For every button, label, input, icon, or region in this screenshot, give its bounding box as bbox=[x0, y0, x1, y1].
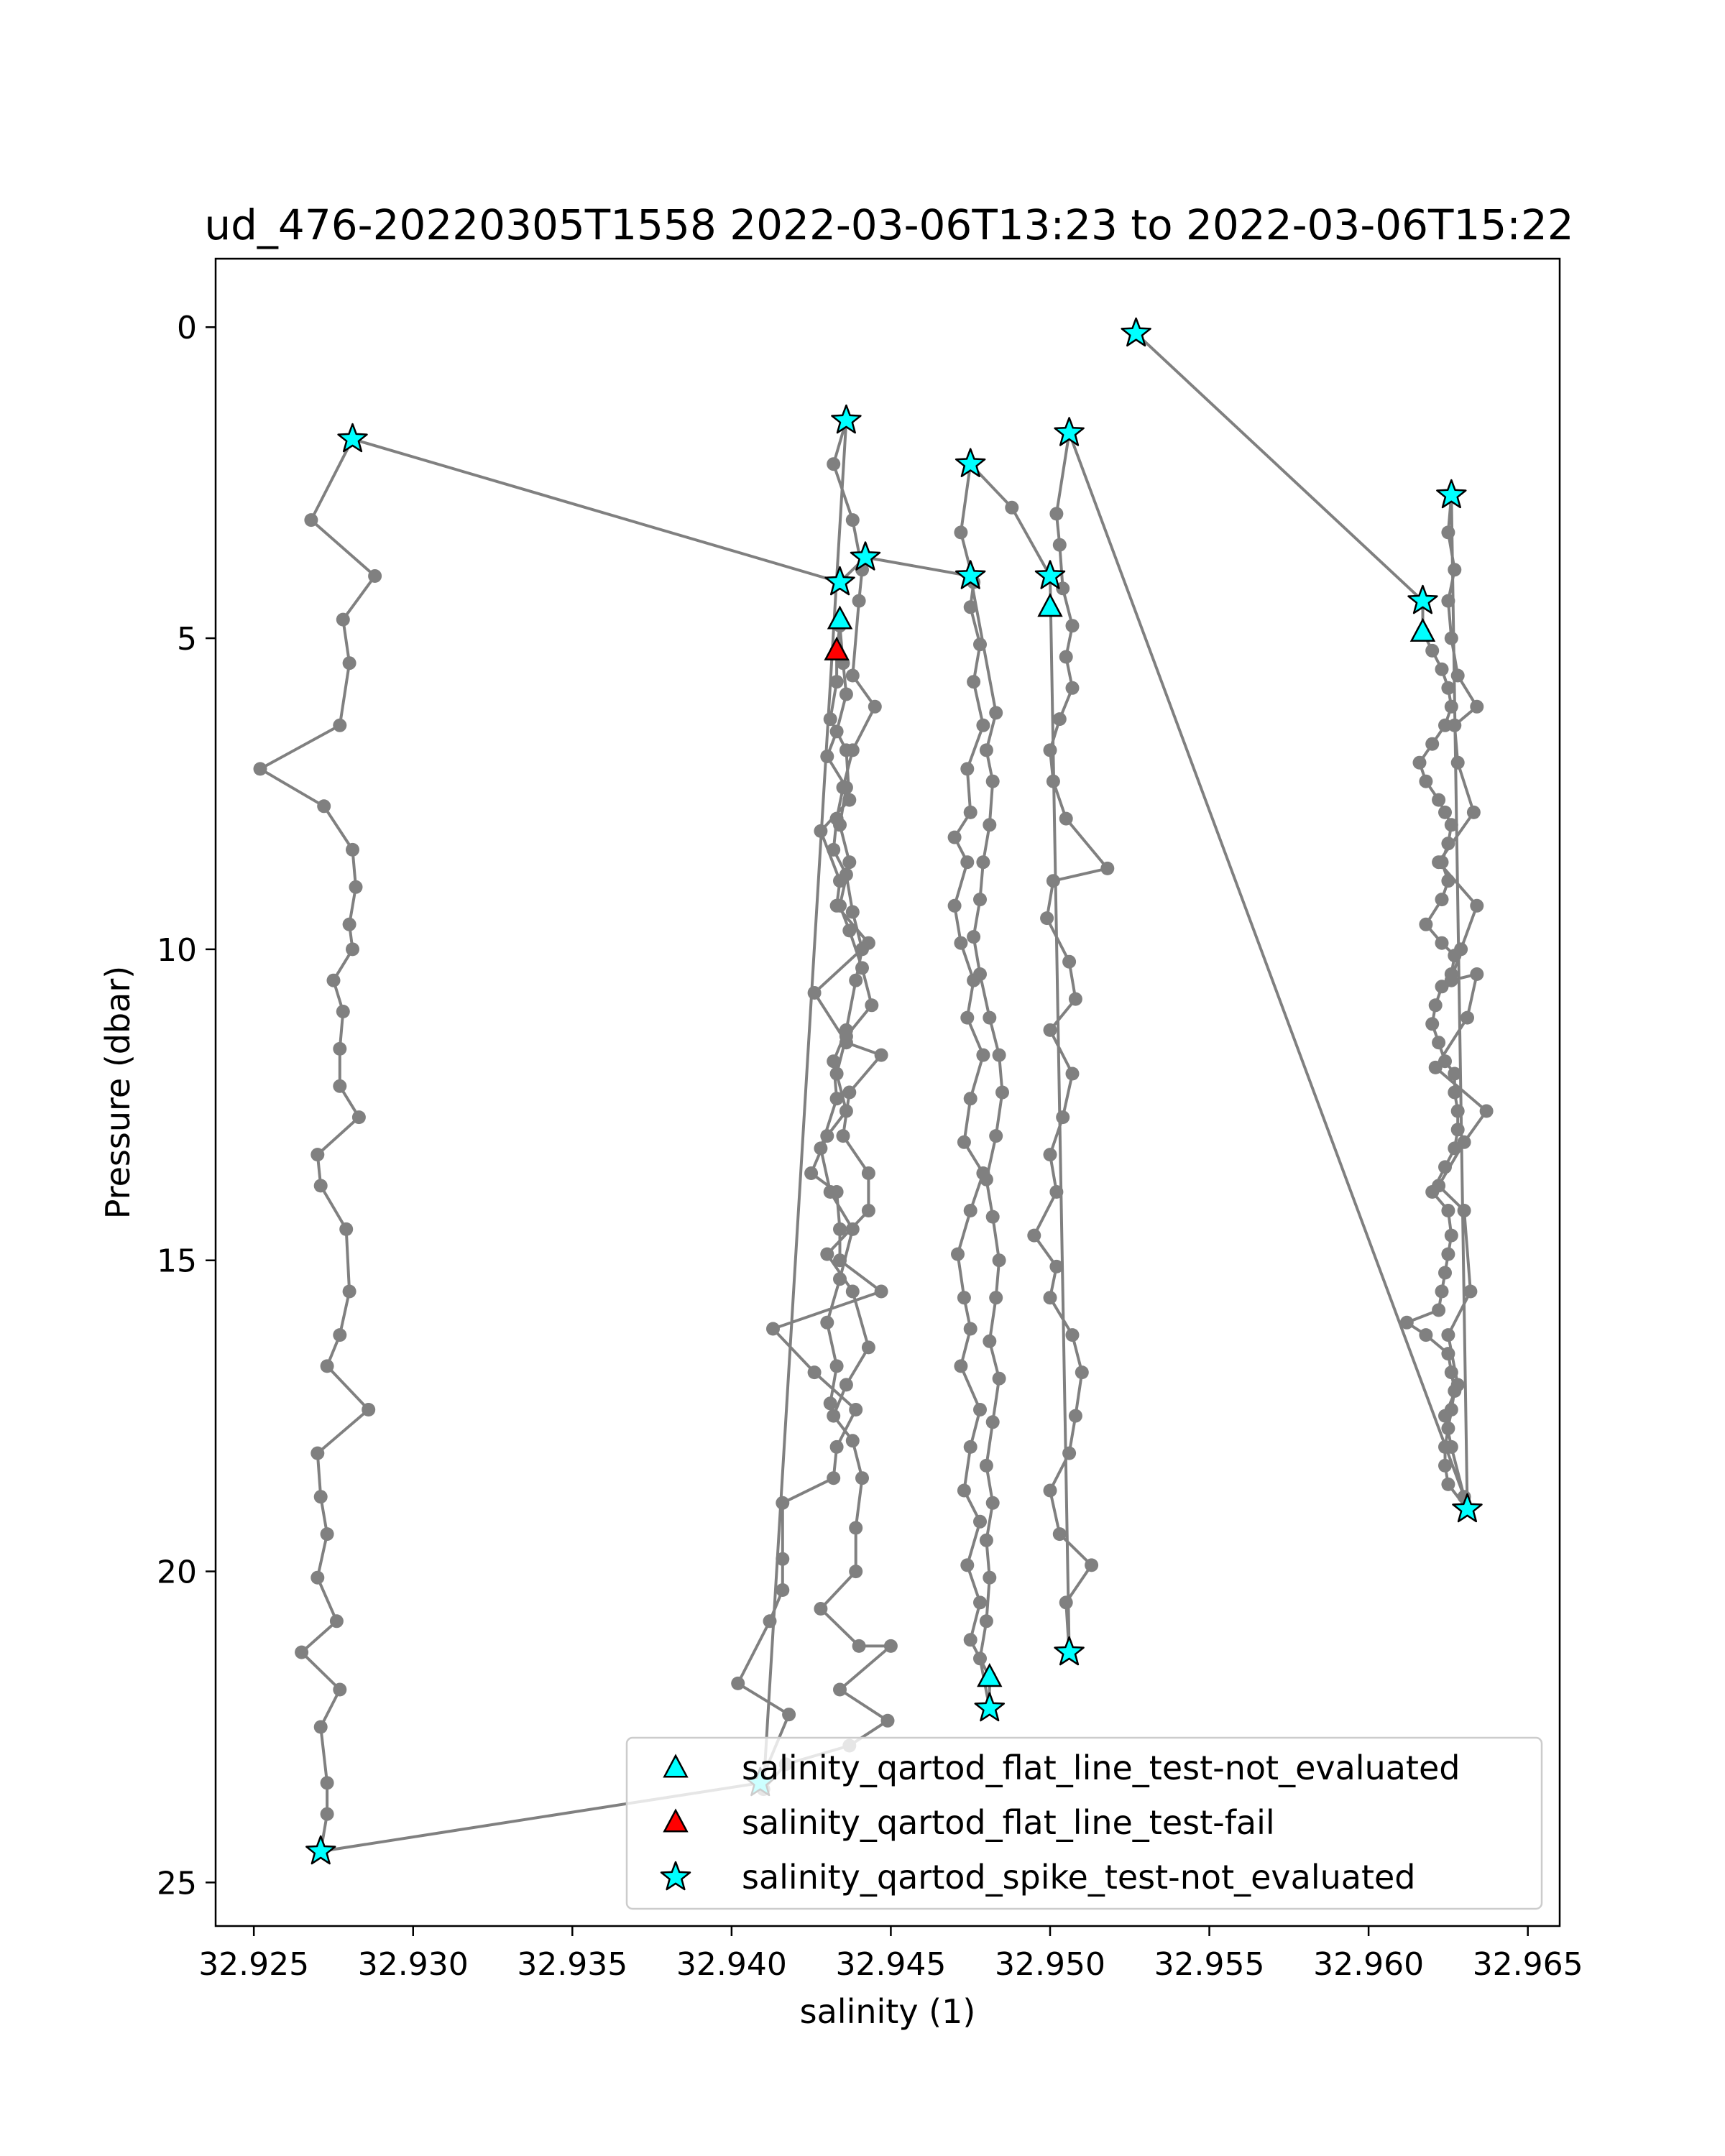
profile-point bbox=[840, 1023, 853, 1037]
profile-point bbox=[849, 1521, 862, 1535]
profile-point bbox=[964, 1322, 978, 1336]
profile-point bbox=[827, 1409, 840, 1423]
profile-point bbox=[948, 831, 962, 844]
profile-point bbox=[1044, 1291, 1057, 1304]
profile-point bbox=[1441, 1328, 1455, 1342]
profile-point bbox=[1438, 1266, 1452, 1280]
profile-point bbox=[1454, 942, 1468, 956]
profile-point bbox=[321, 1776, 334, 1789]
profile-point bbox=[989, 706, 1003, 719]
profile-point bbox=[973, 1595, 987, 1609]
profile-point bbox=[1044, 1484, 1057, 1498]
y-tick-label: 25 bbox=[157, 1865, 197, 1902]
profile-point bbox=[336, 613, 350, 627]
profile-point bbox=[989, 1291, 1003, 1304]
profile-point bbox=[346, 843, 359, 857]
profile-point bbox=[1441, 874, 1455, 888]
profile-point bbox=[833, 1683, 847, 1697]
profile-point bbox=[1448, 563, 1461, 576]
profile-point bbox=[1441, 1347, 1455, 1360]
profile-point bbox=[986, 1415, 1000, 1429]
profile-point bbox=[967, 930, 980, 944]
profile-point bbox=[842, 1086, 856, 1100]
profile-point bbox=[846, 1222, 860, 1236]
profile-point bbox=[1044, 1148, 1057, 1161]
profile-point bbox=[295, 1646, 308, 1659]
profile-point bbox=[964, 1092, 978, 1105]
profile-point bbox=[820, 1316, 834, 1330]
profile-point bbox=[1100, 862, 1114, 875]
profile-point bbox=[849, 1403, 862, 1416]
profile-point bbox=[1040, 911, 1054, 925]
profile-point bbox=[960, 762, 974, 775]
profile-point bbox=[352, 1110, 366, 1124]
profile-point bbox=[1441, 594, 1455, 608]
profile-point bbox=[814, 824, 827, 838]
x-tick-label: 32.945 bbox=[835, 1946, 947, 1983]
profile-point bbox=[855, 1471, 869, 1485]
profile-point bbox=[862, 1166, 875, 1180]
profile-point bbox=[954, 525, 967, 539]
profile-point bbox=[875, 1285, 888, 1299]
profile-point bbox=[1069, 1409, 1082, 1423]
profile-point bbox=[782, 1708, 796, 1721]
profile-point bbox=[1438, 1459, 1452, 1473]
legend-label: salinity_qartod_flat_line_test-fail bbox=[742, 1803, 1275, 1842]
profile-point bbox=[1046, 874, 1060, 888]
profile-point bbox=[980, 743, 993, 757]
profile-point bbox=[827, 457, 840, 471]
profile-point bbox=[830, 1092, 844, 1105]
profile-point bbox=[1075, 1365, 1089, 1379]
profile-point bbox=[1419, 918, 1432, 931]
profile-point bbox=[957, 1484, 971, 1498]
profile-point bbox=[368, 569, 382, 583]
profile-point bbox=[824, 1396, 837, 1410]
profile-point bbox=[362, 1403, 375, 1416]
profile-point bbox=[1435, 893, 1449, 906]
profile-point bbox=[1049, 1260, 1063, 1273]
profile-point bbox=[339, 1222, 353, 1236]
profile-point bbox=[833, 1253, 847, 1267]
profile-point bbox=[983, 818, 996, 831]
profile-point bbox=[1451, 1123, 1465, 1136]
y-axis-label: Pressure (dbar) bbox=[98, 965, 137, 1220]
profile-point bbox=[983, 1335, 996, 1348]
x-tick-label: 32.965 bbox=[1472, 1946, 1583, 1983]
profile-point bbox=[1470, 967, 1484, 981]
profile-point bbox=[875, 1049, 888, 1062]
profile-point bbox=[983, 1571, 996, 1585]
profile-point bbox=[993, 1372, 1006, 1386]
profile-point bbox=[1005, 501, 1018, 515]
profile-point bbox=[849, 974, 862, 987]
profile-point bbox=[980, 1534, 993, 1547]
profile-point bbox=[837, 780, 850, 794]
x-tick-label: 32.930 bbox=[357, 1946, 469, 1983]
profile-point bbox=[1059, 812, 1073, 826]
profile-point bbox=[976, 855, 990, 869]
profile-point bbox=[1435, 936, 1449, 950]
x-tick-label: 32.955 bbox=[1154, 1946, 1265, 1983]
profile-point bbox=[840, 1378, 853, 1391]
profile-point bbox=[1413, 756, 1427, 770]
profile-point bbox=[830, 1440, 844, 1454]
profile-point bbox=[310, 1447, 324, 1460]
profile-point bbox=[973, 1403, 987, 1416]
profile-point bbox=[731, 1677, 745, 1690]
x-tick-label: 32.950 bbox=[995, 1946, 1105, 1983]
profile-point bbox=[1432, 1179, 1445, 1192]
y-tick-label: 0 bbox=[177, 310, 197, 347]
profile-point bbox=[862, 1340, 875, 1354]
profile-point bbox=[333, 1683, 346, 1697]
profile-point bbox=[973, 893, 987, 906]
profile-point bbox=[1458, 1135, 1471, 1149]
profile-point bbox=[830, 1067, 844, 1081]
profile-point bbox=[1085, 1558, 1098, 1572]
profile-point bbox=[1066, 619, 1080, 632]
profile-point bbox=[884, 1639, 898, 1653]
profile-point bbox=[852, 594, 866, 608]
profile-point bbox=[973, 1651, 987, 1665]
profile-point bbox=[776, 1583, 789, 1597]
profile-point bbox=[808, 1365, 822, 1379]
profile-point bbox=[349, 880, 363, 894]
profile-point bbox=[1046, 775, 1060, 788]
y-tick-label: 5 bbox=[177, 621, 197, 658]
profile-point bbox=[1460, 1011, 1474, 1025]
profile-point bbox=[1056, 1110, 1070, 1124]
profile-point bbox=[814, 1602, 827, 1616]
profile-point bbox=[1438, 1409, 1452, 1423]
profile-point bbox=[1470, 700, 1484, 714]
profile-point bbox=[336, 1005, 350, 1018]
profile-point bbox=[960, 1011, 974, 1025]
profile-point bbox=[833, 1272, 847, 1286]
profile-point bbox=[840, 1105, 853, 1118]
profile-point bbox=[830, 675, 844, 688]
profile-point bbox=[1425, 1017, 1439, 1031]
profile-point bbox=[321, 1527, 334, 1541]
profile-point bbox=[776, 1552, 789, 1566]
profile-point bbox=[852, 1639, 866, 1653]
profile-point bbox=[846, 513, 860, 527]
profile-point bbox=[827, 1471, 840, 1485]
profile-point bbox=[1441, 681, 1455, 695]
legend-label: salinity_qartod_spike_test-not_evaluated bbox=[742, 1858, 1416, 1897]
profile-point bbox=[1432, 793, 1445, 807]
profile-point bbox=[1445, 632, 1458, 645]
profile-point bbox=[314, 1720, 328, 1734]
y-tick-label: 10 bbox=[157, 931, 197, 969]
profile-point bbox=[1432, 1036, 1445, 1049]
profile-point bbox=[766, 1322, 780, 1336]
profile-point bbox=[317, 799, 331, 813]
profile-point bbox=[1425, 737, 1439, 751]
profile-point bbox=[304, 513, 318, 527]
profile-point bbox=[1451, 1105, 1465, 1118]
profile-point bbox=[951, 1248, 965, 1261]
profile-point bbox=[881, 1714, 895, 1728]
profile-point bbox=[1458, 1204, 1471, 1217]
profile-point bbox=[1451, 756, 1465, 770]
y-tick-label: 15 bbox=[157, 1243, 197, 1280]
profile-point bbox=[983, 1011, 996, 1025]
profile-point bbox=[846, 1285, 860, 1299]
profile-point bbox=[1432, 1304, 1445, 1317]
profile-point bbox=[1448, 1086, 1461, 1100]
profile-point bbox=[321, 1359, 334, 1373]
profile-point bbox=[333, 1042, 346, 1056]
profile-point bbox=[1066, 1328, 1080, 1342]
profile-point bbox=[1432, 855, 1445, 869]
profile-point bbox=[1049, 507, 1063, 520]
profile-point bbox=[1451, 669, 1465, 683]
profile-point bbox=[989, 1129, 1003, 1143]
profile-point bbox=[1445, 1365, 1458, 1379]
profile-point bbox=[830, 899, 844, 913]
profile-point bbox=[310, 1148, 324, 1161]
profile-point bbox=[993, 1049, 1006, 1062]
profile-point bbox=[1435, 663, 1449, 676]
profile-point bbox=[842, 923, 856, 937]
profile-point bbox=[1429, 998, 1443, 1012]
profile-point bbox=[967, 675, 980, 688]
profile-point bbox=[948, 899, 962, 913]
profile-point bbox=[1053, 1527, 1067, 1541]
profile-point bbox=[1435, 1285, 1449, 1299]
profile-point bbox=[842, 855, 856, 869]
profile-point bbox=[1438, 1160, 1452, 1174]
profile-point bbox=[960, 855, 974, 869]
profile-point bbox=[804, 1166, 818, 1180]
profile-point bbox=[855, 942, 869, 956]
profile-point bbox=[343, 918, 356, 931]
profile-point bbox=[330, 1614, 344, 1628]
profile-point bbox=[1027, 1229, 1041, 1243]
legend bbox=[627, 1738, 1542, 1909]
profile-point bbox=[333, 1328, 346, 1342]
profile-point bbox=[1425, 644, 1439, 658]
profile-point bbox=[1044, 743, 1057, 757]
profile-point bbox=[993, 1253, 1006, 1267]
profile-point bbox=[976, 1049, 990, 1062]
profile-point bbox=[1448, 719, 1461, 732]
profile-point bbox=[986, 1210, 1000, 1224]
profile-point bbox=[964, 806, 978, 819]
profile-point bbox=[820, 750, 834, 763]
profile-point bbox=[1463, 1285, 1477, 1299]
chart-title: ud_476-20220305T1558 2022-03-06T13:23 to 2022-03-06T15:22 bbox=[204, 201, 1574, 249]
profile-point bbox=[1066, 1067, 1080, 1081]
profile-point bbox=[840, 868, 853, 882]
profile-point bbox=[1448, 1067, 1461, 1081]
profile-point bbox=[957, 1135, 971, 1149]
profile-point bbox=[964, 1204, 978, 1217]
profile-point bbox=[862, 1204, 875, 1217]
profile-point bbox=[1438, 806, 1452, 819]
profile-point bbox=[776, 1496, 789, 1510]
profile-point bbox=[343, 1285, 356, 1299]
profile-point bbox=[314, 1179, 328, 1192]
profile-point bbox=[333, 1079, 346, 1093]
profile-point bbox=[1467, 806, 1481, 819]
profile-point bbox=[808, 986, 822, 1000]
profile-point bbox=[824, 712, 837, 726]
profile-point bbox=[1053, 538, 1067, 552]
profile-point bbox=[1445, 818, 1458, 831]
profile-point bbox=[343, 656, 356, 670]
profile-point bbox=[1451, 1378, 1465, 1391]
profile-point bbox=[310, 1571, 324, 1585]
profile-point bbox=[980, 1173, 993, 1187]
profile-point bbox=[1400, 1316, 1414, 1330]
profile-point bbox=[1470, 899, 1484, 913]
profile-point bbox=[954, 936, 967, 950]
x-tick-label: 32.925 bbox=[198, 1946, 310, 1983]
profile-point bbox=[964, 1633, 978, 1646]
profile-point bbox=[1445, 700, 1458, 714]
profile-point bbox=[1419, 1328, 1432, 1342]
profile-point bbox=[254, 762, 267, 775]
profile-point bbox=[846, 743, 860, 757]
profile-point bbox=[960, 1558, 974, 1572]
profile-point bbox=[333, 719, 346, 732]
profile-point bbox=[1059, 650, 1073, 664]
profile-point bbox=[957, 1291, 971, 1304]
profile-point bbox=[1445, 974, 1458, 987]
profile-point bbox=[314, 1490, 328, 1503]
profile-point bbox=[973, 1515, 987, 1529]
profile-point bbox=[1441, 1204, 1455, 1217]
profile-point bbox=[1053, 712, 1067, 726]
profile-point bbox=[976, 719, 990, 732]
profile-point bbox=[1441, 1248, 1455, 1261]
profile-point bbox=[1445, 1229, 1458, 1243]
profile-point bbox=[980, 1614, 993, 1628]
profile-point bbox=[1441, 1478, 1455, 1491]
profile-point bbox=[830, 724, 844, 738]
profile-point bbox=[868, 700, 882, 714]
profile-point bbox=[327, 974, 341, 987]
profile-point bbox=[1059, 1595, 1073, 1609]
profile-point bbox=[1441, 525, 1455, 539]
x-tick-label: 32.935 bbox=[517, 1946, 628, 1983]
profile-point bbox=[1066, 681, 1080, 695]
profile-point bbox=[840, 688, 853, 701]
legend-label: salinity_qartod_flat_line_test-not_evaluated bbox=[742, 1749, 1460, 1787]
profile-point bbox=[986, 775, 1000, 788]
profile-point bbox=[842, 793, 856, 807]
profile-point bbox=[820, 1248, 834, 1261]
profile-point bbox=[973, 967, 987, 981]
profile-point bbox=[321, 1807, 334, 1821]
profile-point bbox=[833, 1222, 847, 1236]
x-tick-label: 32.960 bbox=[1313, 1946, 1425, 1983]
profile-point bbox=[1441, 1422, 1455, 1435]
profile-point bbox=[964, 1440, 978, 1454]
profile-point bbox=[1441, 837, 1455, 850]
profile-point bbox=[846, 906, 860, 919]
profile-point bbox=[995, 1086, 1009, 1100]
profile-point bbox=[986, 1496, 1000, 1510]
profile-point bbox=[820, 1129, 834, 1143]
profile-point bbox=[837, 1129, 850, 1143]
profile-point bbox=[1062, 1447, 1076, 1460]
profile-point bbox=[1069, 992, 1082, 1006]
profile-point bbox=[1049, 1185, 1063, 1199]
profile-point bbox=[1429, 1061, 1443, 1074]
profile-point bbox=[855, 961, 869, 975]
profile-point bbox=[840, 1036, 853, 1049]
profile-point bbox=[980, 1459, 993, 1473]
profile-point bbox=[973, 637, 987, 651]
profile-point bbox=[827, 843, 840, 857]
profile-point bbox=[964, 600, 978, 614]
profile-point bbox=[846, 669, 860, 683]
profile-point bbox=[830, 812, 844, 826]
profile-point bbox=[1062, 955, 1076, 969]
profile-point bbox=[763, 1614, 777, 1628]
profile-point bbox=[1480, 1105, 1494, 1118]
profile-point bbox=[824, 1185, 837, 1199]
profile-point bbox=[346, 942, 359, 956]
profile-point bbox=[1445, 1440, 1458, 1454]
x-axis-label: salinity (1) bbox=[799, 1992, 976, 2031]
profile-point bbox=[954, 1359, 967, 1373]
profile-point bbox=[865, 998, 878, 1012]
profile-point bbox=[846, 1434, 860, 1447]
profile-point bbox=[827, 1054, 840, 1068]
y-tick-label: 20 bbox=[157, 1554, 197, 1591]
profile-point bbox=[1044, 1023, 1057, 1037]
profile-point bbox=[1419, 775, 1432, 788]
profile-point bbox=[849, 1565, 862, 1578]
x-tick-label: 32.940 bbox=[676, 1946, 787, 1983]
profile-point bbox=[830, 1359, 844, 1373]
profile-point bbox=[814, 1141, 827, 1155]
